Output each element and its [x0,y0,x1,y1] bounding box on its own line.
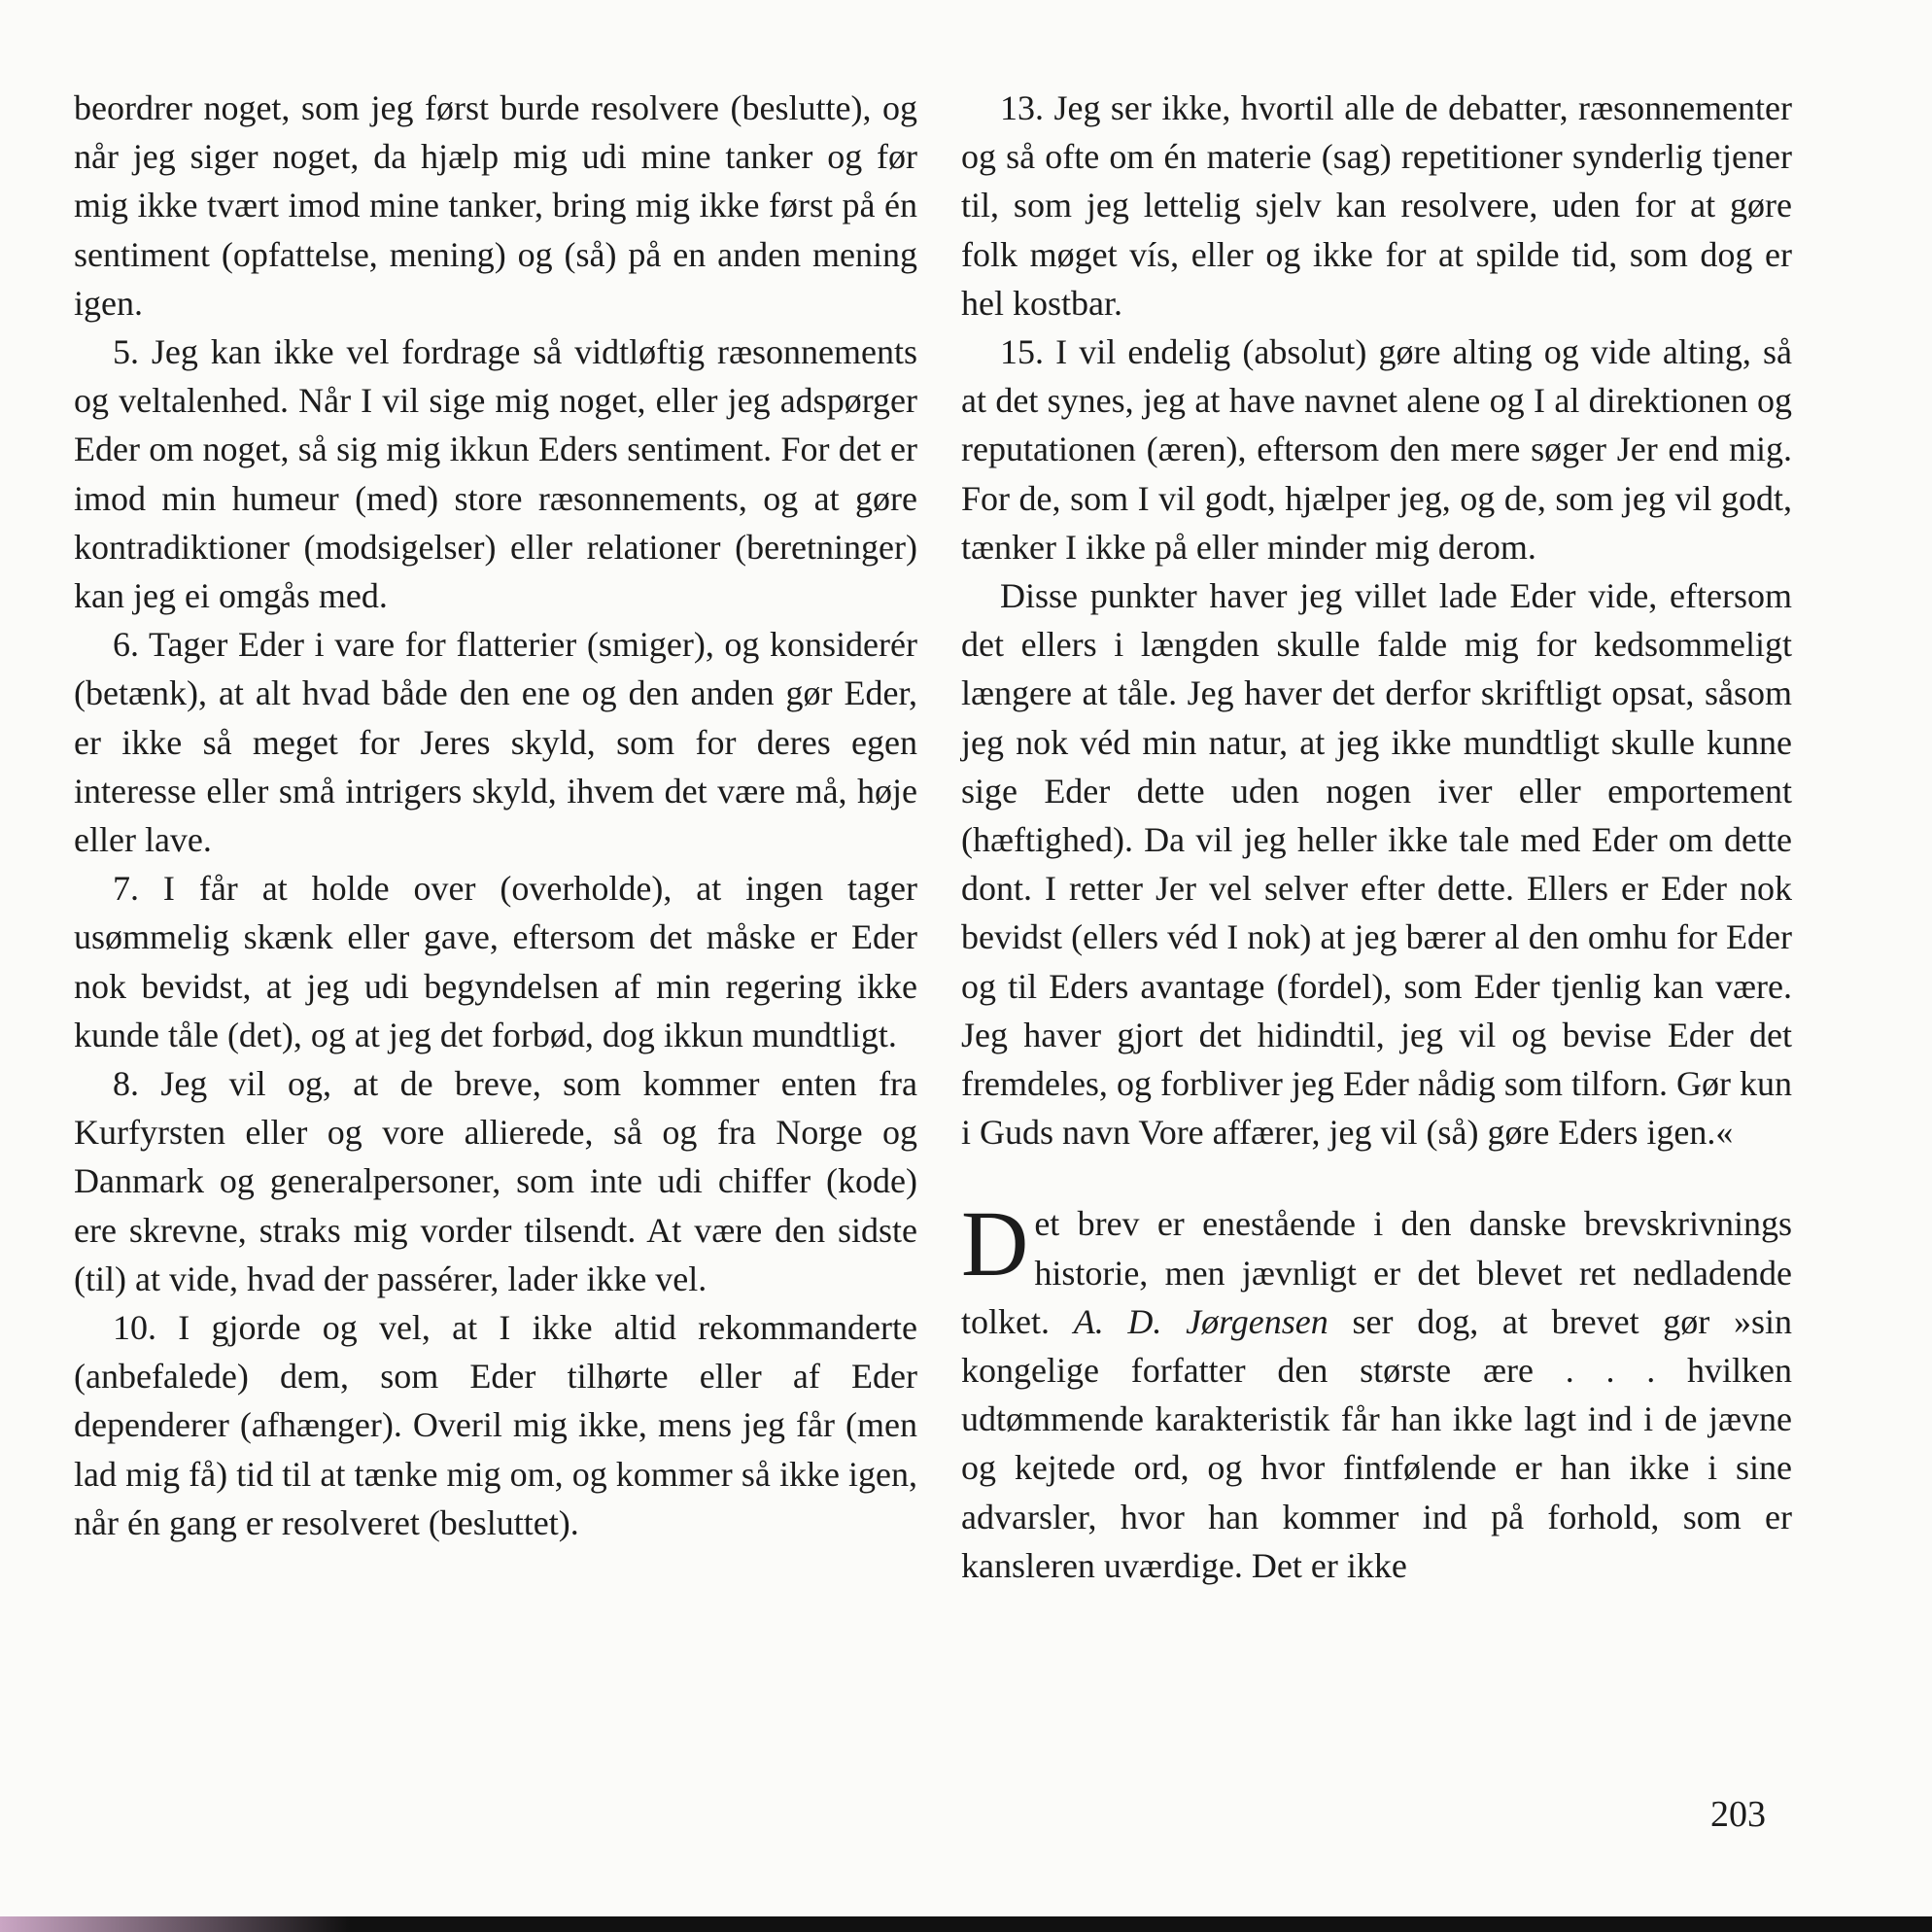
scan-edge-tint [0,1916,350,1932]
left-column [74,84,917,1547]
right-column [961,84,1792,1590]
commentary-text-2: ser dog, at brevet gør »sin kongelige forfatter den største ære . . . hvilken udtømmende karakteristik får han ikke lagt ind i de jævne og kejtede ord, og hvor fintfølende er han ikke i sine advarsler, hvor han kommer ind på forhold, som er kansleren uværdige. Det er ikke [961,1301,1793,1585]
point-6: 6. Tager Eder i vare for flatterier (smiger), og konsiderér (betænk), at alt hvad både den ene og den anden gør Eder, er ikke så meget for Jeres skyld, som for deres egen interesse eller små intrigers skyld, ihvem det være må, høje eller lave. [74,625,917,860]
continued-paragraph: beordrer noget, som jeg først burde resolvere (beslutte), og når jeg siger noget, da hjælp mig udi mine tanker og før mig ikke tvært imod mine tanker, bring mig ikke først på én sentiment (opfattelse, mening) og (så) på en anden mening igen. [74,88,917,323]
closing-paragraph: Disse punkter haver jeg villet lade Eder vide, eftersom det ellers i længden skulle falde mig for kedsommeligt længere at tåle. Jeg haver det derfor skriftligt opsat, såsom jeg nok véd min natur, at jeg ikke mundtligt skulle kunne sige Eder dette uden nogen iver eller emportement (hæftighed). Da vil jeg heller ikke tale med Eder om dette dont. I retter Jer vel selver efter dette. Ellers er Eder nok bevidst (ellers véd I nok) at jeg bærer al den omhu for Eder og til Eders avantage (fordel), som Eder tjenlig kan være. Jeg haver gjort det hidindtil, jeg vil og bevise Eder det fremdeles, og forbliver jeg Eder nådig som tilforn. Gør kun i Guds navn Vore affærer, jeg vil (så) gøre Eders igen.« [961,576,1792,1153]
point-5: 5. Jeg kan ikke vel fordrage så vidtløftig ræsonnements og veltalenhed. Når I vil sige mig noget, eller jeg adspørger Eder om noget, så sig mig ikkun Eders sentiment. For det er imod min humeur (med) store ræsonnements, og at gøre kontradiktioner (modsigelser) eller relationer (beretninger) kan jeg ei omgås med. [74,332,917,616]
section-gap [961,1156,1792,1199]
commentary-text-1: et brev er enestående i den danske brevskrivnings historie, men jævnligt er det blevet ret nedladende tolket. [961,1204,1792,1341]
point-15: 15. I vil endelig (absolut) gøre alting og vide alting, så at det synes, jeg at have navnet alene og I al direktionen og reputationen (æren), eftersom den mere søger Jer end mig. For de, som I vil godt, hjælper jeg, og de, som jeg vil godt, tænker I ikke på eller minder mig derom. [961,332,1792,567]
point-7: 7. I får at holde over (overholde), at ingen tager usømmelig skænk eller gave, eftersom det måske er Eder nok bevidst, at jeg udi begyndelsen af min regering ikke kunde tåle (det), og at jeg det forbød, dog ikkun mundtligt. [74,869,917,1054]
point-8: 8. Jeg vil og, at de breve, som kommer enten fra Kurfyrsten eller og vore allierede, så og fra Norge og Danmark og generalpersoner, som inte udi chiffer (kode) ere skrevne, straks mig vorder tilsendt. At være den sidste (til) at vide, hvad der passérer, lader ikke vel. [74,1064,917,1298]
drop-cap: D [961,1191,1029,1296]
page-number: 203 [1710,1794,1766,1835]
point-10: 10. I gjorde og vel, at I ikke altid rekommanderte (anbefalede) dem, som Eder tilhørte eller af Eder dependerer (afhænger). Overil mig ikke, mens jeg får (men lad mig få) tid til at tænke mig om, og kommer så ikke igen, når én gang er resolveret (besluttet). [74,1308,917,1542]
author-name: A. D. Jørgensen [1073,1301,1328,1341]
point-13: 13. Jeg ser ikke, hvortil alle de debatter, ræsonnementer og så ofte om én materie (sag) repetitioner synderlig tjener til, som jeg lettelig sjelv kan resolvere, uden for at gøre folk møget vís, eller og ikke for at spilde tid, som dog er hel kostbar. [961,88,1792,323]
commentary-paragraph [961,1191,1793,1590]
